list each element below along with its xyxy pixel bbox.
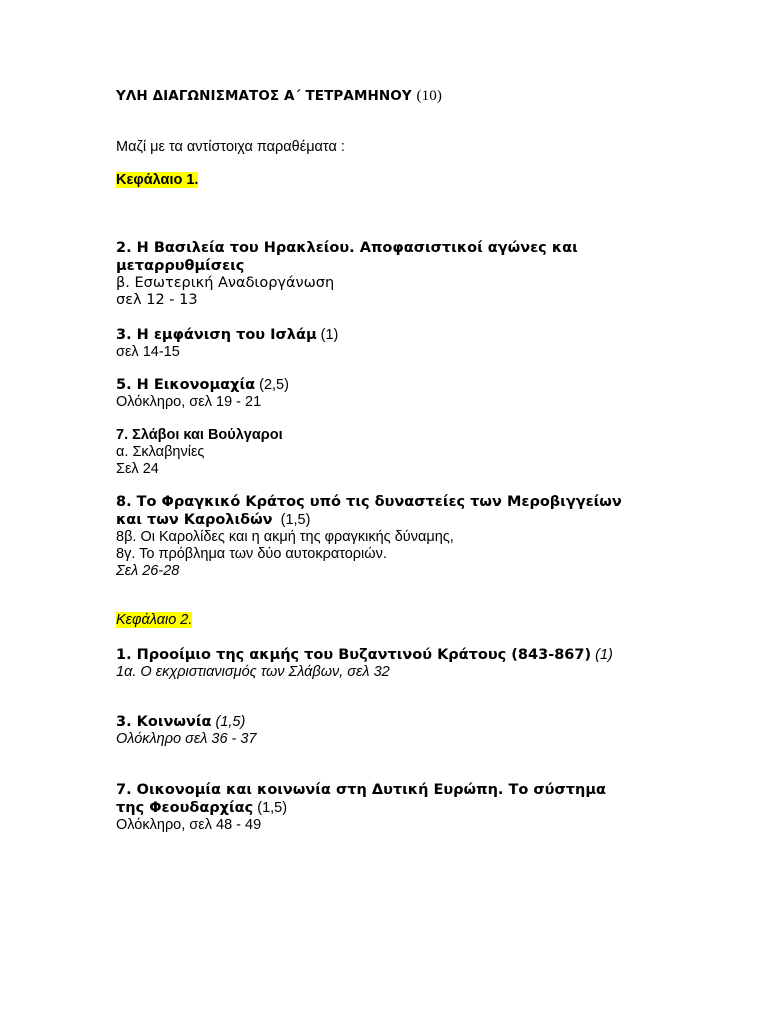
section-8-title-cont: και των Καρολιδών xyxy=(116,512,273,528)
c2-section-3-points: (1,5) xyxy=(215,714,246,730)
section-7-title: 7. Σλάβοι και Βούλγαροι xyxy=(116,427,283,443)
chapter-1-label: Κεφάλαιο 1. xyxy=(116,172,199,188)
c2-section-3-title: 3. Κοινωνία xyxy=(116,714,212,730)
c2-section-7-title: 7. Οικονομία και κοινωνία στη Δυτική Ευρώπη. Το σύστημα xyxy=(116,782,606,798)
section-2-pages: σελ 12 - 13 xyxy=(116,292,198,308)
c2-section-3-pages: Ολόκληρο σελ 36 - 37 xyxy=(116,731,257,747)
c2-section-1-sub: 1α. Ο εκχριστιανισμός των Σλάβων, σελ 32 xyxy=(116,664,390,680)
section-3-points: (1) xyxy=(320,327,339,343)
chapter-2-section-1 xyxy=(116,646,676,681)
section-8-points: (1,5) xyxy=(280,512,311,528)
document-title xyxy=(116,88,676,105)
chapter-2-section-7 xyxy=(116,781,676,834)
intro-text: Μαζί με τα αντίστοιχα παραθέματα : xyxy=(116,139,345,155)
section-5-title: 5. Η Εικονομαχία xyxy=(116,377,256,393)
title-points: (10) xyxy=(416,88,442,104)
c2-section-7-title-cont: της Φεουδαρχίας xyxy=(116,800,254,816)
section-5-pages: Ολόκληρο, σελ 19 - 21 xyxy=(116,394,262,410)
section-8-sub-2: 8γ. Το πρόβλημα των δύο αυτοκρατοριών. xyxy=(116,546,387,562)
chapter-2-section-3 xyxy=(116,713,676,748)
section-8 xyxy=(116,493,676,580)
section-5 xyxy=(116,376,676,411)
section-2 xyxy=(116,239,676,309)
section-2-title-cont: μεταρρυθμίσεις xyxy=(116,258,245,274)
c2-section-1-title: 1. Προοίμιο της ακμής του Βυζαντινού Κράτους (843-867) xyxy=(116,647,592,663)
section-7-sub: α. Σκλαβηνίες xyxy=(116,444,205,460)
section-5-points: (2,5) xyxy=(259,377,289,393)
section-8-title: 8. Το Φραγκικό Κράτος υπό τις δυναστείες των Μεροβιγγείων xyxy=(116,494,622,510)
section-3 xyxy=(116,326,676,361)
chapter-2-label: Κεφάλαιο 2. xyxy=(116,612,193,628)
chapter-1-heading xyxy=(116,172,676,189)
chapter-2-heading xyxy=(116,612,676,629)
c2-section-7-points: (1,5) xyxy=(257,800,288,816)
section-3-title: 3. Η εμφάνιση του Ισλάμ xyxy=(116,327,317,343)
section-3-pages: σελ 14-15 xyxy=(116,344,180,360)
section-8-pages: Σελ 26-28 xyxy=(116,563,180,579)
c2-section-1-points: (1) xyxy=(595,647,613,663)
section-2-sub: β. Εσωτερική Αναδιοργάνωση xyxy=(116,275,335,291)
section-7 xyxy=(116,427,676,478)
title-text: ΥΛΗ ΔΙΑΓΩΝΙΣΜΑΤΟΣ Α΄ ΤΕΤΡΑΜΗΝΟΥ xyxy=(116,88,412,104)
c2-section-7-pages: Ολόκληρο, σελ 48 - 49 xyxy=(116,817,262,833)
section-7-pages: Σελ 24 xyxy=(116,461,159,477)
section-8-sub-1: 8β. Οι Καρολίδες και η ακμή της φραγκικής δύναμης, xyxy=(116,529,454,545)
section-2-title: 2. Η Βασιλεία του Ηρακλείου. Αποφασιστικοί αγώνες και xyxy=(116,240,578,256)
